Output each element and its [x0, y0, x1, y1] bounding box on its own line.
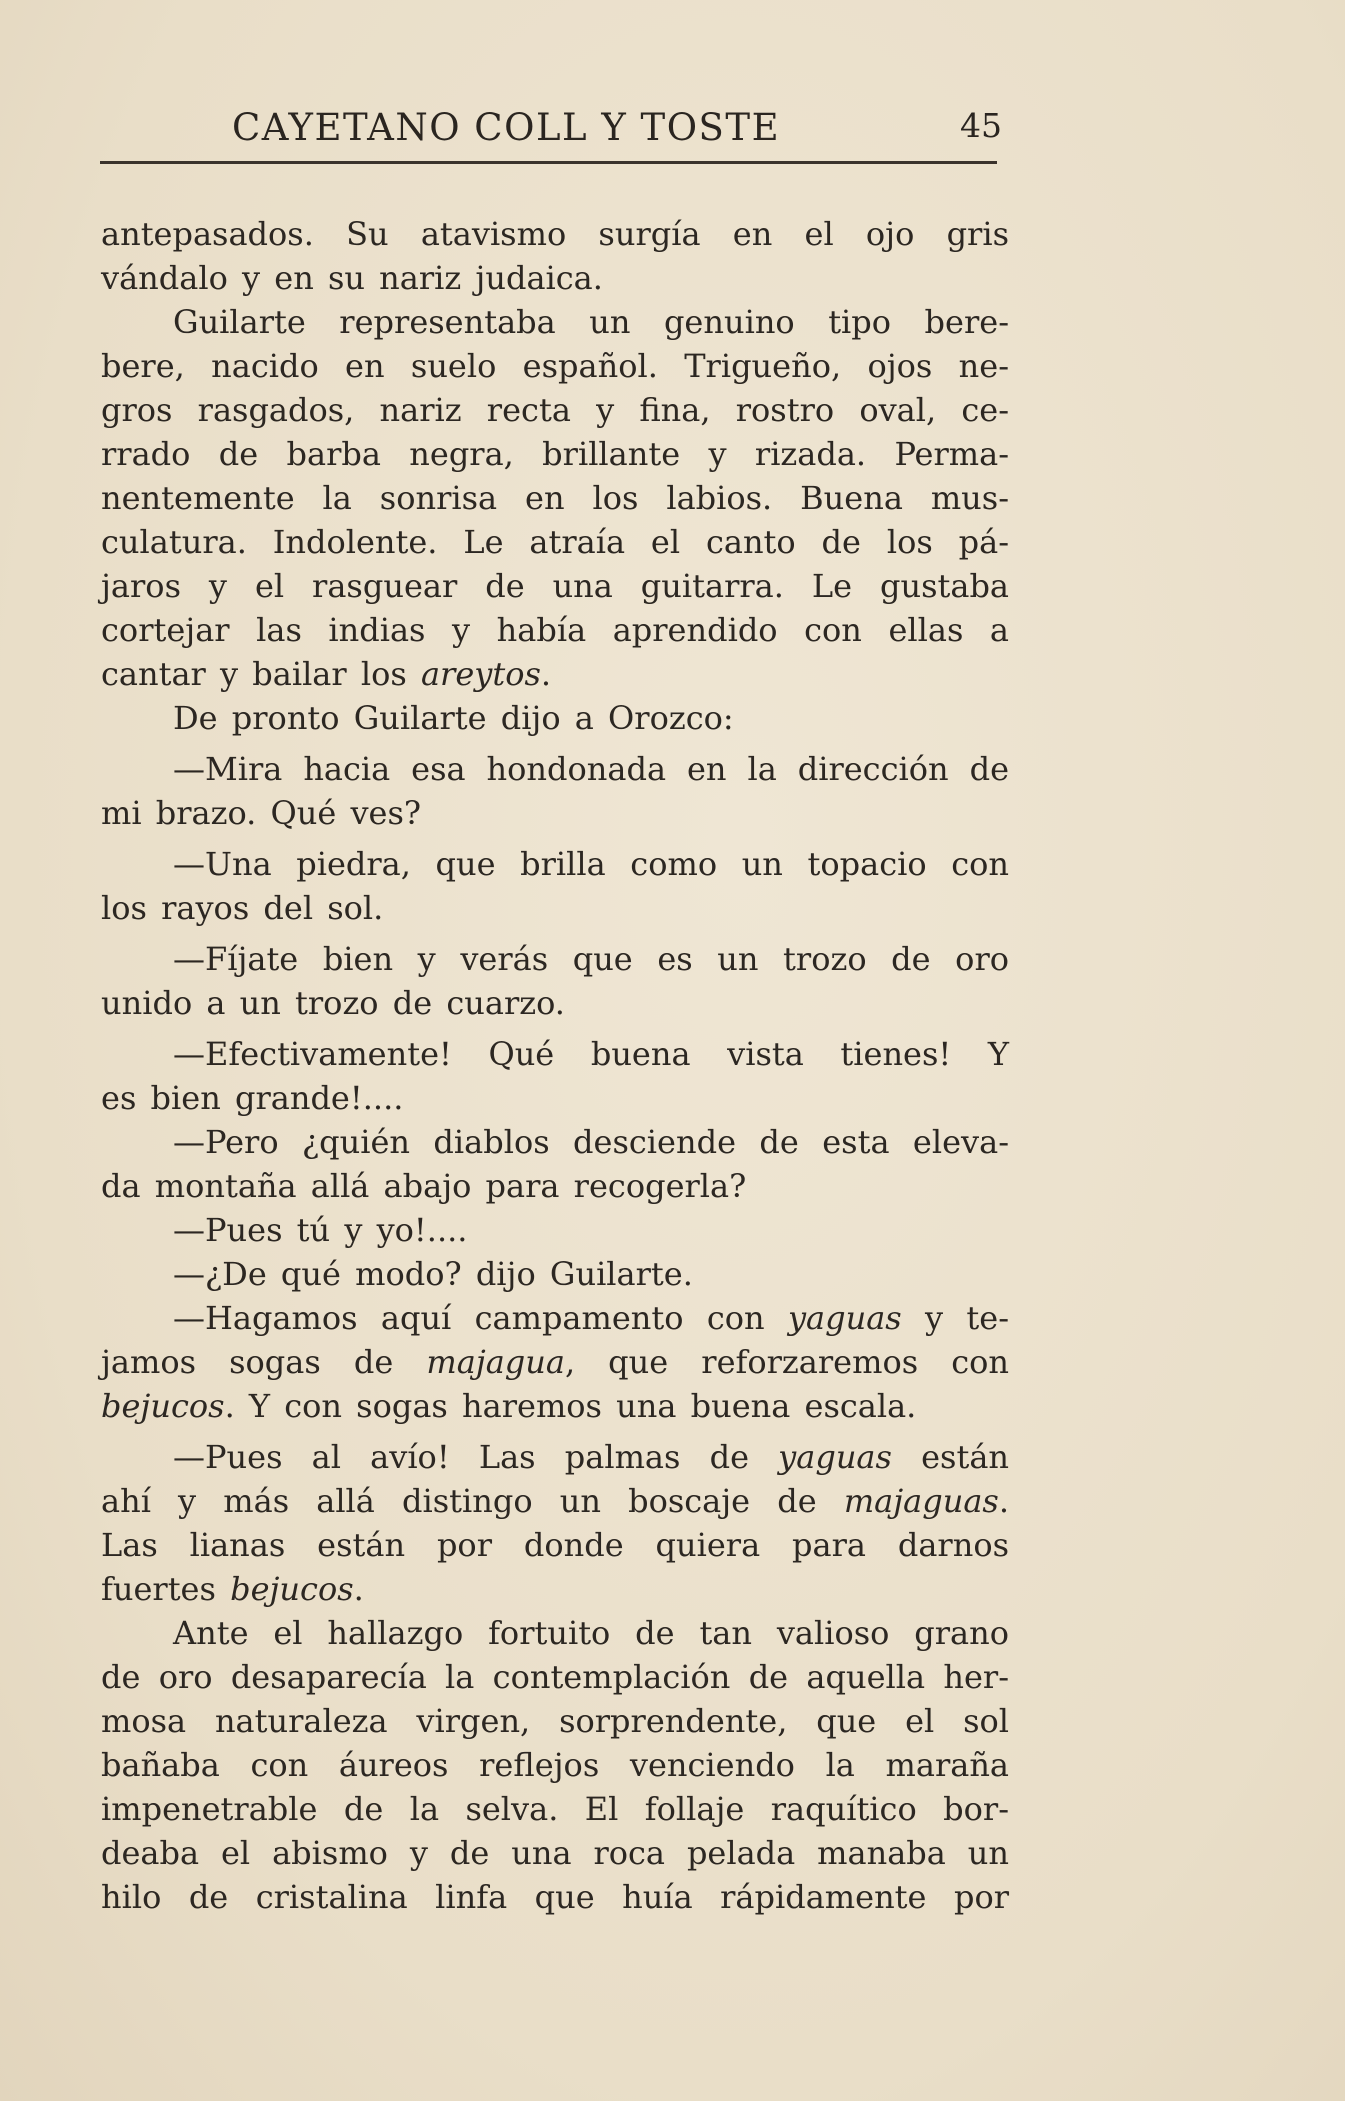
- text-segment: y te-: [901, 1299, 1010, 1337]
- text-line: [101, 652, 1009, 696]
- text-line: [101, 696, 1009, 740]
- text-segment: .: [353, 1570, 364, 1608]
- text-line: [101, 1743, 1009, 1787]
- body-text: [101, 212, 1009, 1919]
- text-segment: antepasados. Su atavismo surgía en el ojo gris: [101, 215, 1009, 253]
- text-segment: —Pues tú y yo!....: [173, 1211, 468, 1249]
- text-line: [101, 1164, 1009, 1208]
- text-segment: Guilarte representaba un genuino tipo bere-: [173, 303, 1009, 341]
- text-segment: rrado de barba negra, brillante y rizada. Perma-: [101, 435, 1009, 473]
- text-line: [101, 1479, 1009, 1523]
- text-segment: —Efectivamente! Qué buena vista tienes! Y: [173, 1035, 1009, 1073]
- text-segment: —Mira hacia esa hondonada en la dirección de: [173, 750, 1009, 788]
- header-rule: [100, 161, 997, 164]
- text-line: [101, 1032, 1009, 1076]
- text-line: [101, 1787, 1009, 1831]
- text-line: [101, 1208, 1009, 1252]
- text-segment: vándalo y en su nariz judaica.: [101, 259, 603, 297]
- text-line: [101, 1831, 1009, 1875]
- text-segment: bañaba con áureos reflejos venciendo la maraña: [101, 1746, 1009, 1784]
- text-line: [101, 1611, 1009, 1655]
- text-segment: de oro desaparecía la contemplación de aquella her-: [101, 1658, 1009, 1696]
- text-segment: da montaña allá abajo para recogerla?: [101, 1167, 747, 1205]
- text-line: [101, 1655, 1009, 1699]
- italic-word: majaguas: [843, 1482, 999, 1520]
- text-segment: —Hagamos aquí campamento con: [173, 1299, 788, 1337]
- italic-word: majagua: [426, 1343, 565, 1381]
- text-line: [101, 791, 1009, 835]
- page-header: [100, 98, 1002, 158]
- text-segment: están: [891, 1438, 1009, 1476]
- italic-word: areytos: [420, 655, 541, 693]
- text-line: [101, 1384, 1009, 1428]
- text-line: [101, 937, 1009, 981]
- text-line: [101, 1567, 1009, 1611]
- text-segment: mosa naturaleza virgen, sorprendente, que el sol: [101, 1702, 1009, 1740]
- text-segment: unido a un trozo de cuarzo.: [101, 984, 565, 1022]
- text-line: [101, 212, 1009, 256]
- text-segment: —Una piedra, que brilla como un topacio con: [173, 845, 1009, 883]
- text-segment: —Pues al avío! Las palmas de: [173, 1438, 779, 1476]
- text-line: [101, 1435, 1009, 1479]
- page-number: 45: [960, 106, 1002, 145]
- italic-word: yaguas: [778, 1438, 892, 1476]
- text-segment: fuertes: [101, 1570, 231, 1608]
- text-segment: De pronto Guilarte dijo a Orozco:: [173, 699, 734, 737]
- text-segment: ahí y más allá distingo un boscaje de: [101, 1482, 844, 1520]
- text-segment: culatura. Indolente. Le atraía el canto de los pá-: [101, 523, 1009, 561]
- italic-word: bejucos: [101, 1387, 225, 1425]
- text-segment: cortejar las indias y había aprendido con ellas a: [101, 611, 1009, 649]
- text-line: [101, 981, 1009, 1025]
- text-segment: Las lianas están por donde quiera para darnos: [101, 1526, 1009, 1564]
- text-segment: .: [998, 1482, 1009, 1520]
- text-segment: los rayos del sol.: [101, 889, 384, 927]
- text-line: [101, 747, 1009, 791]
- text-segment: impenetrable de la selva. El follaje raquítico bor-: [101, 1790, 1009, 1828]
- text-line: [101, 842, 1009, 886]
- text-line: [101, 1340, 1009, 1384]
- text-line: [101, 432, 1009, 476]
- text-line: [101, 256, 1009, 300]
- text-segment: nentemente la sonrisa en los labios. Buena mus-: [101, 479, 1009, 517]
- text-line: [101, 476, 1009, 520]
- text-line: [101, 1076, 1009, 1120]
- text-segment: mi brazo. Qué ves?: [101, 794, 422, 832]
- text-line: [101, 886, 1009, 930]
- text-segment: Ante el hallazgo fortuito de tan valioso grano: [173, 1614, 1009, 1652]
- text-segment: .: [540, 655, 552, 693]
- text-line: [101, 1252, 1009, 1296]
- text-segment: cantar y bailar los: [101, 655, 421, 693]
- text-line: [101, 1523, 1009, 1567]
- text-segment: . Y con sogas haremos una buena escala.: [224, 1387, 917, 1425]
- text-line: [101, 388, 1009, 432]
- text-segment: bere, nacido en suelo español. Trigueño, ojos ne-: [101, 347, 1009, 385]
- text-line: [101, 608, 1009, 652]
- text-line: [101, 1296, 1009, 1340]
- text-segment: —Fíjate bien y verás que es un trozo de oro: [173, 940, 1009, 978]
- text-segment: gros rasgados, nariz recta y fina, rostro oval, ce-: [101, 391, 1009, 429]
- text-line: [101, 1699, 1009, 1743]
- italic-word: bejucos: [230, 1570, 354, 1608]
- text-line: [101, 1120, 1009, 1164]
- text-segment: —Pero ¿quién diablos desciende de esta eleva-: [173, 1123, 1009, 1161]
- text-segment: , que reforzaremos con: [564, 1343, 1010, 1381]
- text-line: [101, 300, 1009, 344]
- text-segment: deaba el abismo y de una roca pelada manaba un: [101, 1834, 1009, 1872]
- running-title: CAYETANO COLL Y TOSTE: [232, 106, 781, 149]
- text-line: [101, 520, 1009, 564]
- text-line: [101, 1875, 1009, 1919]
- text-segment: es bien grande!....: [101, 1079, 404, 1117]
- italic-word: yaguas: [787, 1299, 902, 1337]
- text-segment: —¿De qué modo? dijo Guilarte.: [173, 1255, 693, 1293]
- text-segment: jaros y el rasguear de una guitarra. Le gustaba: [101, 567, 1009, 605]
- text-segment: hilo de cristalina linfa que huía rápidamente por: [101, 1878, 1009, 1916]
- text-line: [101, 344, 1009, 388]
- text-segment: jamos sogas de: [101, 1343, 427, 1381]
- text-line: [101, 564, 1009, 608]
